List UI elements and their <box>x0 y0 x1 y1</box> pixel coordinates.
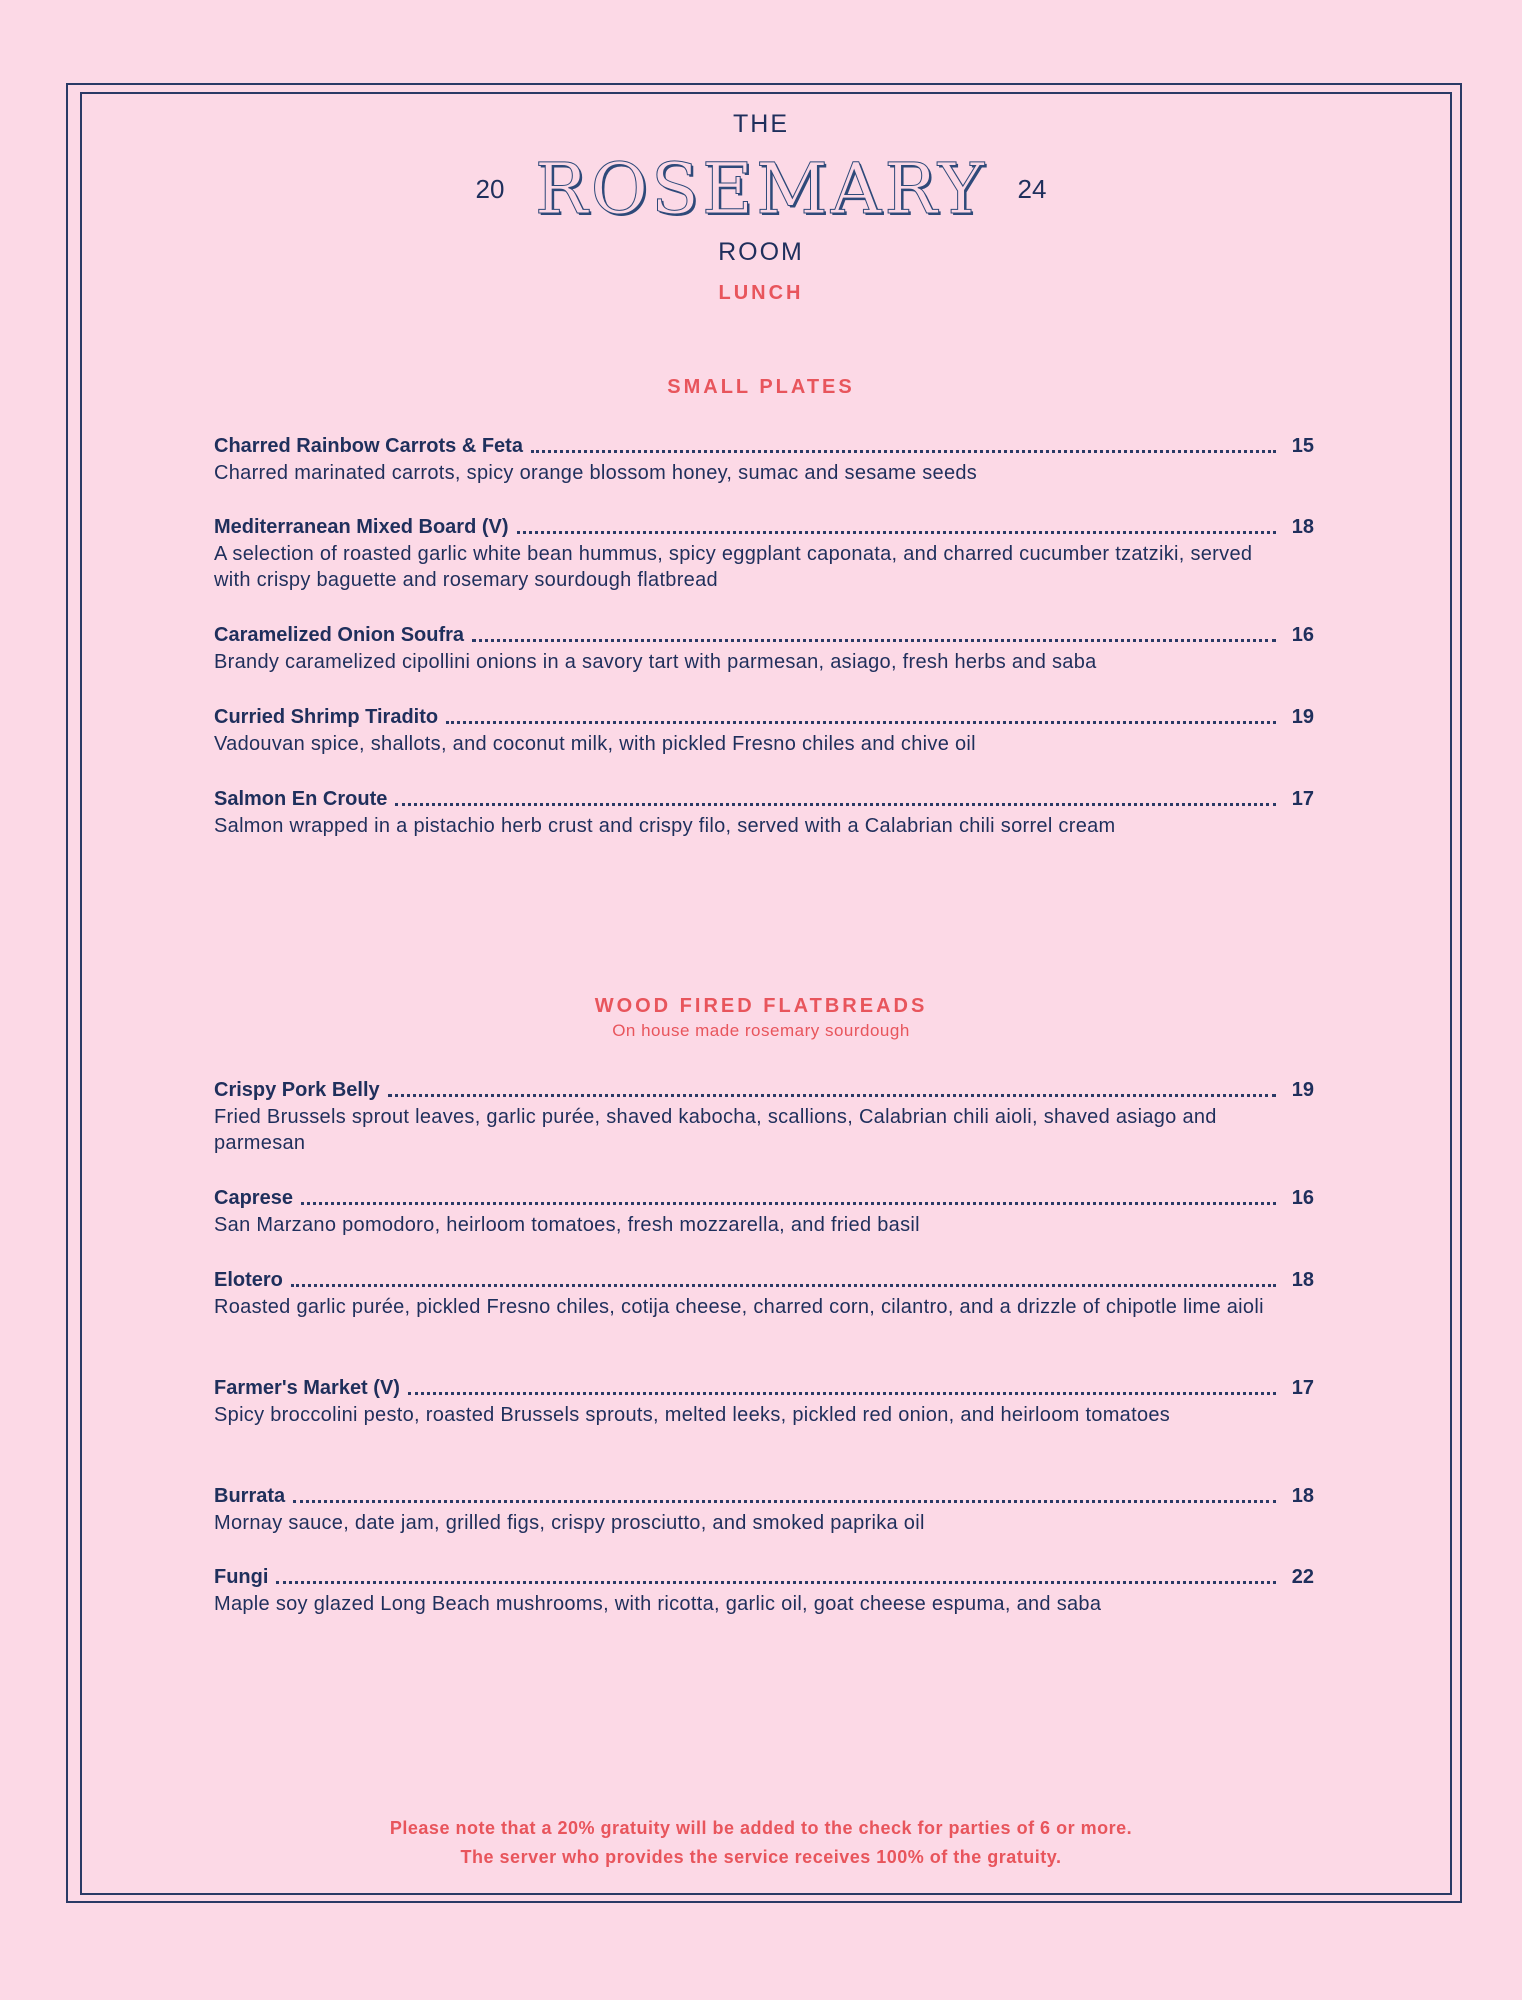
menu-item <box>214 785 1314 839</box>
item-price: 17 <box>1291 1377 1314 1399</box>
leader-dots <box>472 639 1276 642</box>
item-description: Fried Brussels sprout leaves, garlic purée, shaved kabocha, scallions, Calabrian chili aioli, shaved asiago and parmesan <box>214 1106 1217 1154</box>
item-description: Salmon wrapped in a pistachio herb crust and crispy filo, served with a Calabrian chili sorrel cream <box>214 815 1116 837</box>
item-description: Maple soy glazed Long Beach mushrooms, with ricotta, garlic oil, goat cheese espuma, and saba <box>214 1593 1102 1615</box>
item-name: Charred Rainbow Carrots & Feta <box>214 435 523 457</box>
menu-item <box>214 513 1314 593</box>
menu-item <box>214 1184 1314 1238</box>
item-name: Caramelized Onion Soufra <box>214 624 465 646</box>
item-price: 22 <box>1291 1566 1314 1588</box>
item-name: Caprese <box>214 1187 293 1209</box>
menu-border-inner <box>80 92 1452 1895</box>
header-room: ROOM <box>718 238 804 266</box>
leader-dots <box>388 1094 1276 1097</box>
item-name: Fungi <box>214 1566 269 1588</box>
item-price: 18 <box>1291 516 1314 538</box>
leader-dots <box>408 1392 1276 1395</box>
item-name: Elotero <box>214 1269 283 1291</box>
leader-dots <box>291 1284 1276 1287</box>
item-name: Crispy Pork Belly <box>214 1079 380 1101</box>
year-right: 24 <box>1017 173 1047 204</box>
restaurant-name: ROSEMARY <box>534 148 988 230</box>
section-title-small-plates: SMALL PLATES <box>667 376 855 398</box>
item-price: 16 <box>1291 1187 1314 1209</box>
meal-label: LUNCH <box>718 282 804 304</box>
item-price: 17 <box>1291 788 1314 810</box>
item-description: Brandy caramelized cipollini onions in a savory tart with parmesan, asiago, fresh herbs and saba <box>214 651 1097 673</box>
header-the: THE <box>733 110 789 138</box>
item-description: Spicy broccolini pesto, roasted Brussels sprouts, melted leeks, pickled red onion, and heirloom tomatoes <box>214 1404 1171 1426</box>
item-name: Mediterranean Mixed Board (V) <box>214 516 509 538</box>
menu-item <box>214 1076 1314 1156</box>
menu-item <box>214 703 1314 757</box>
leader-dots <box>446 721 1276 724</box>
item-description: Mornay sauce, date jam, grilled figs, crispy prosciutto, and smoked paprika oil <box>214 1512 925 1534</box>
item-description: San Marzano pomodoro, heirloom tomatoes, fresh mozzarella, and fried basil <box>214 1214 920 1236</box>
item-price: 16 <box>1291 624 1314 646</box>
menu-item <box>214 1563 1314 1617</box>
leader-dots <box>276 1581 1276 1584</box>
item-name: Curried Shrimp Tiradito <box>214 706 439 728</box>
item-description: A selection of roasted garlic white bean hummus, spicy eggplant caponata, and charred cucumber tzatziki, served with crispy baguette and rosemary sourdough flatbread <box>214 543 1253 591</box>
menu-item <box>214 1374 1314 1428</box>
year-left: 20 <box>475 173 505 204</box>
gratuity-line-2: The server who provides the service receives 100% of the gratuity. <box>460 1847 1062 1867</box>
item-price: 19 <box>1291 706 1314 728</box>
leader-dots <box>395 803 1276 806</box>
menu-item <box>214 621 1314 675</box>
menu-item <box>214 1266 1314 1320</box>
gratuity-line-1: Please note that a 20% gratuity will be added to the check for parties of 6 or more. <box>389 1818 1133 1838</box>
leader-dots <box>531 450 1276 453</box>
section-title-flatbreads: WOOD FIRED FLATBREADS <box>594 995 928 1017</box>
item-price: 15 <box>1291 435 1314 457</box>
item-description: Charred marinated carrots, spicy orange blossom honey, sumac and sesame seeds <box>214 462 978 484</box>
menu-item <box>214 432 1314 486</box>
item-price: 18 <box>1291 1269 1314 1291</box>
leader-dots <box>301 1202 1276 1205</box>
item-name: Salmon En Croute <box>214 788 388 810</box>
leader-dots <box>517 531 1276 534</box>
restaurant-title <box>0 148 1522 230</box>
item-price: 19 <box>1291 1079 1314 1101</box>
item-name: Farmer's Market (V) <box>214 1377 400 1399</box>
menu-item <box>214 1482 1314 1536</box>
item-description: Vadouvan spice, shallots, and coconut milk, with pickled Fresno chiles and chive oil <box>214 733 976 755</box>
section-subtitle-flatbreads: On house made rosemary sourdough <box>612 1021 910 1040</box>
leader-dots <box>293 1500 1276 1503</box>
gratuity-note <box>0 1814 1522 1872</box>
item-price: 18 <box>1291 1485 1314 1507</box>
item-description: Roasted garlic purée, pickled Fresno chiles, cotija cheese, charred corn, cilantro, and a drizzle of chipotle lime aioli <box>214 1296 1264 1318</box>
item-name: Burrata <box>214 1485 286 1507</box>
